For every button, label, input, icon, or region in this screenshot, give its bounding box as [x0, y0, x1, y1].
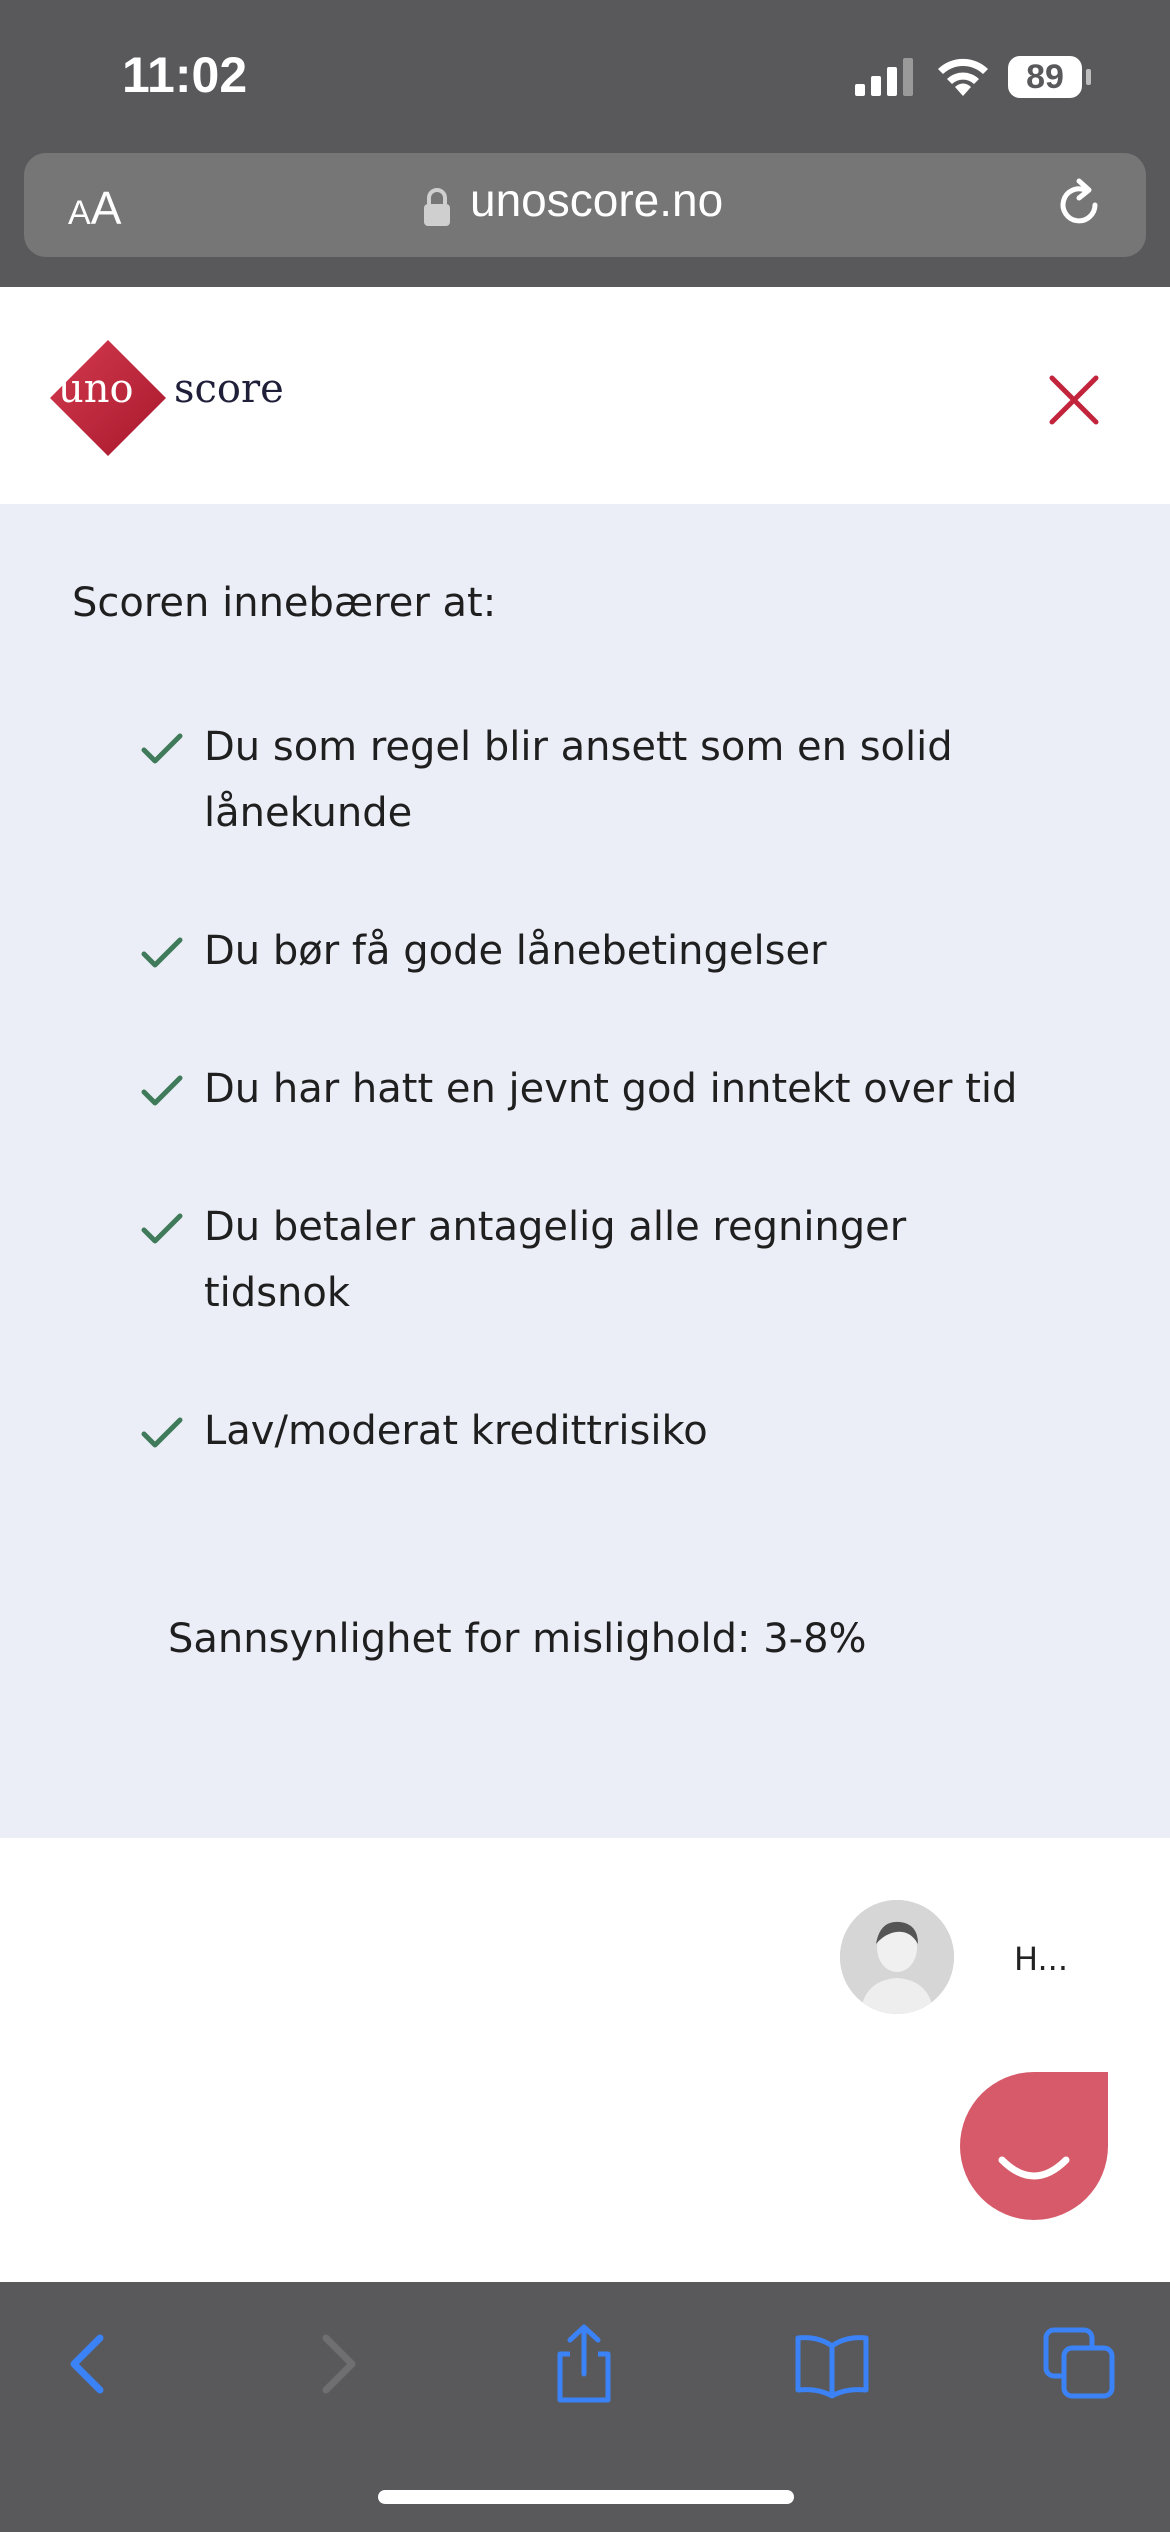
address-bar[interactable] [24, 153, 1146, 257]
status-time: 11:02 [122, 47, 248, 103]
status-bar [0, 0, 1170, 150]
bookmarks-icon[interactable] [792, 2324, 872, 2404]
check-icon [140, 1212, 184, 1248]
check-icon [140, 936, 184, 972]
wifi-icon [935, 54, 991, 96]
check-icon [140, 1416, 184, 1452]
cellular-signal-icon [855, 58, 915, 96]
back-icon[interactable] [48, 2324, 128, 2404]
battery-level: 89 [1008, 56, 1082, 98]
check-icon [140, 732, 184, 768]
chat-preview[interactable] [840, 1900, 1102, 2014]
list-item-text: Du betaler antagelig alle regninger tidsnok [204, 1204, 907, 1316]
unoscore-logo[interactable] [46, 336, 296, 460]
text-size-button[interactable]: AA [68, 182, 122, 234]
lock-icon [422, 187, 452, 227]
url-text[interactable]: unoscore.no [470, 174, 724, 226]
score-intro: Scoren innebærer at: [72, 580, 497, 626]
home-indicator[interactable] [378, 2490, 794, 2504]
person-icon [840, 1900, 954, 2014]
site-header [0, 288, 1170, 504]
default-probability: Sannsynlighet for mislighold: 3-8% [168, 1616, 867, 1662]
check-icon [140, 1074, 184, 1110]
chat-bubble-text: H... [1014, 1940, 1069, 1978]
logo-text-score: score [174, 366, 284, 412]
battery-icon [1008, 56, 1092, 98]
share-icon[interactable] [544, 2324, 624, 2404]
chat-bubble[interactable] [980, 1900, 1102, 2014]
reload-icon[interactable] [1049, 175, 1109, 235]
score-panel [0, 504, 1170, 1838]
close-icon[interactable] [1046, 372, 1102, 428]
list-item-text: Du bør få gode lånebetingelser [204, 928, 827, 974]
forward-icon[interactable] [298, 2324, 378, 2404]
tabs-icon[interactable] [1040, 2324, 1120, 2404]
logo-text-uno: uno [58, 366, 134, 412]
list-item-text: Lav/moderat kredittrisiko [204, 1408, 708, 1454]
chat-button[interactable] [958, 2070, 1110, 2222]
avatar[interactable] [840, 1900, 954, 2014]
list-item-text: Du har hatt en jevnt god inntekt over tid [204, 1066, 1018, 1112]
list-item-text: Du som regel blir ansett som en solid lånekunde [204, 724, 953, 836]
